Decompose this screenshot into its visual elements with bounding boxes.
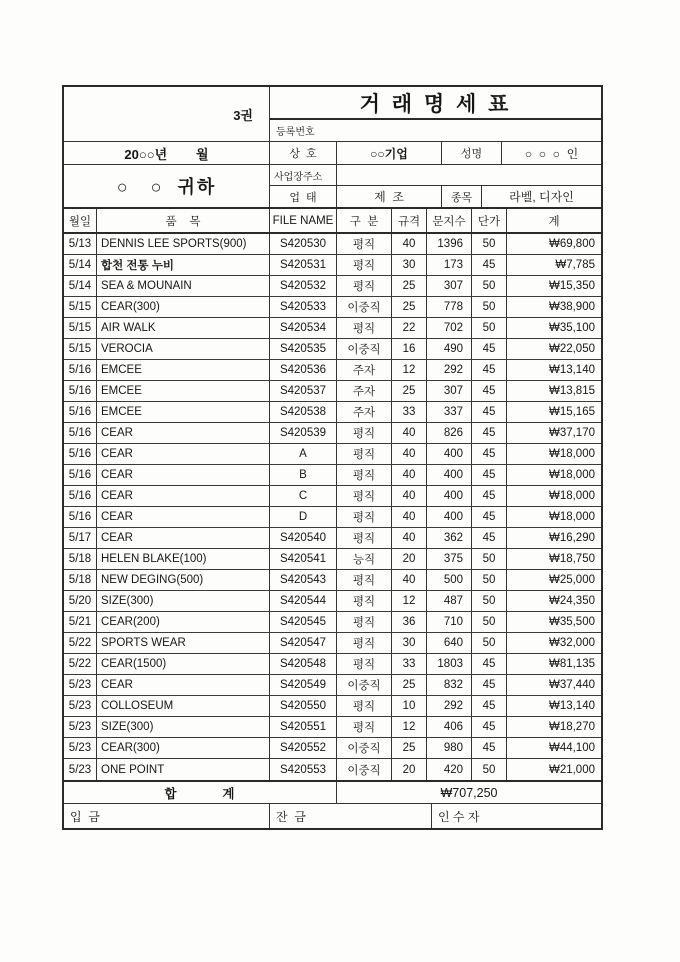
cell-date: 5/18 xyxy=(64,570,97,590)
table-row xyxy=(64,717,601,738)
cell-amount: ₩18,270 xyxy=(548,721,595,733)
cell-weave-type: 평직 xyxy=(337,444,392,464)
table-row xyxy=(64,528,601,549)
cell-unit-price: 50 xyxy=(472,612,507,632)
cell-weave-type: 평직 xyxy=(337,507,392,527)
cell-weave-type: 평직 xyxy=(337,612,392,632)
cell-item: CEAR(300) xyxy=(97,297,270,317)
cell-amount: ₩7,785 xyxy=(555,259,595,271)
cell-file-name: S420537 xyxy=(270,381,337,401)
table-row xyxy=(64,738,601,759)
cell-count: 1803 xyxy=(427,654,472,674)
cell-item: CEAR xyxy=(97,507,270,527)
cell-item: SIZE(300) xyxy=(97,591,270,611)
cell-weave-type: 평직 xyxy=(337,255,392,275)
cell-item: CEAR xyxy=(97,486,270,506)
cell-unit-price: 45 xyxy=(472,738,507,758)
cell-weave-type: 이중직 xyxy=(337,738,392,758)
address-value xyxy=(337,165,601,185)
cell-file-name: C xyxy=(270,486,337,506)
cell-unit-price: 45 xyxy=(472,339,507,359)
cell-amount: ₩15,165 xyxy=(548,406,595,418)
cell-file-name: S420548 xyxy=(270,654,337,674)
cell-weave-type: 평직 xyxy=(337,465,392,485)
cell-date: 5/14 xyxy=(64,276,97,296)
cell-file-name: S420552 xyxy=(270,738,337,758)
cell-item: SIZE(300) xyxy=(97,717,270,737)
cell-unit-price: 50 xyxy=(472,759,507,780)
registration-number-label: 등록번호 xyxy=(276,127,315,138)
business-type-row xyxy=(270,186,601,207)
cell-count: 826 xyxy=(427,423,472,443)
cell-file-name: S420535 xyxy=(270,339,337,359)
cell-spec: 40 xyxy=(392,423,427,443)
table-body xyxy=(64,234,601,780)
cell-unit-price: 45 xyxy=(472,360,507,380)
cell-file-name: S420539 xyxy=(270,423,337,443)
cell-unit-price: 45 xyxy=(472,654,507,674)
table-row xyxy=(64,255,601,276)
cell-item: EMCEE xyxy=(97,360,270,380)
cell-date: 5/15 xyxy=(64,297,97,317)
cell-unit-price: 50 xyxy=(472,297,507,317)
cell-amount: ₩18,000 xyxy=(548,490,595,502)
cell-file-name: S420547 xyxy=(270,633,337,653)
table-row xyxy=(64,465,601,486)
cell-count: 406 xyxy=(427,717,472,737)
cell-count: 487 xyxy=(427,591,472,611)
cell-file-name: S420533 xyxy=(270,297,337,317)
table-row xyxy=(64,234,601,255)
cell-date: 5/16 xyxy=(64,507,97,527)
table-row xyxy=(64,360,601,381)
cell-item: CEAR(300) xyxy=(97,738,270,758)
column-header-amount: 계 xyxy=(548,215,560,228)
cell-unit-price: 45 xyxy=(472,444,507,464)
cell-weave-type: 평직 xyxy=(337,570,392,590)
cell-count: 490 xyxy=(427,339,472,359)
table-row xyxy=(64,339,601,360)
cell-unit-price: 50 xyxy=(472,591,507,611)
cell-count: 307 xyxy=(427,276,472,296)
cell-amount: ₩16,290 xyxy=(548,532,595,544)
cell-date: 5/23 xyxy=(64,717,97,737)
cell-amount: ₩13,815 xyxy=(548,385,595,397)
cell-weave-type: 이중직 xyxy=(337,339,392,359)
cell-spec: 25 xyxy=(392,675,427,695)
cell-amount: ₩32,000 xyxy=(548,637,595,649)
company-row xyxy=(270,142,601,165)
cell-date: 5/16 xyxy=(64,444,97,464)
cell-date: 5/22 xyxy=(64,633,97,653)
cell-count: 500 xyxy=(427,570,472,590)
table-row xyxy=(64,381,601,402)
category-label: 종목 xyxy=(442,186,482,207)
cell-spec: 30 xyxy=(392,255,427,275)
total-label: 합 계 xyxy=(64,782,337,803)
cell-amount: ₩24,350 xyxy=(548,595,595,607)
cell-spec: 12 xyxy=(392,591,427,611)
cell-weave-type: 평직 xyxy=(337,591,392,611)
cell-amount: ₩18,000 xyxy=(548,469,595,481)
cell-spec: 40 xyxy=(392,234,427,254)
cell-amount: ₩21,000 xyxy=(548,763,595,776)
cell-unit-price: 45 xyxy=(472,675,507,695)
cell-count: 702 xyxy=(427,318,472,338)
cell-item: CEAR xyxy=(97,528,270,548)
cell-unit-price: 50 xyxy=(472,276,507,296)
cell-weave-type: 평직 xyxy=(337,234,392,254)
cell-amount: ₩22,050 xyxy=(548,343,595,355)
cell-spec: 40 xyxy=(392,486,427,506)
cell-weave-type: 평직 xyxy=(337,654,392,674)
total-row xyxy=(64,780,601,804)
cell-unit-price: 45 xyxy=(472,402,507,422)
cell-amount: ₩18,000 xyxy=(548,511,595,523)
receiver-label: 인 수 자 xyxy=(438,809,480,824)
cell-item: 합천 전통 누비 xyxy=(97,255,270,275)
cell-amount: ₩44,100 xyxy=(548,742,595,754)
ceo-name-value: ○ ○ ○ 인 xyxy=(524,146,579,161)
cell-date: 5/16 xyxy=(64,486,97,506)
recipient-field: ○ ○ 귀하 xyxy=(116,177,217,197)
cell-unit-price: 45 xyxy=(472,465,507,485)
cell-item: CEAR xyxy=(97,444,270,464)
cell-file-name: D xyxy=(270,507,337,527)
cell-count: 710 xyxy=(427,612,472,632)
cell-unit-price: 50 xyxy=(472,234,507,254)
cell-file-name: S420538 xyxy=(270,402,337,422)
cell-count: 640 xyxy=(427,633,472,653)
cell-date: 5/22 xyxy=(64,654,97,674)
business-type-label: 업 태 xyxy=(270,186,337,207)
cell-spec: 36 xyxy=(392,612,427,632)
cell-weave-type: 주자 xyxy=(337,360,392,380)
table-row xyxy=(64,549,601,570)
cell-spec: 40 xyxy=(392,528,427,548)
cell-weave-type: 평직 xyxy=(337,423,392,443)
deposit-label: 입 금 xyxy=(64,804,270,828)
cell-file-name: S420530 xyxy=(270,234,337,254)
cell-weave-type: 주자 xyxy=(337,381,392,401)
cell-item: AIR WALK xyxy=(97,318,270,338)
column-header-date: 월일 xyxy=(64,209,97,232)
cell-item: DENNIS LEE SPORTS(900) xyxy=(97,234,270,254)
cell-spec: 25 xyxy=(392,276,427,296)
cell-unit-price: 45 xyxy=(472,381,507,401)
cell-item: CEAR xyxy=(97,675,270,695)
table-row xyxy=(64,696,601,717)
cell-date: 5/18 xyxy=(64,549,97,569)
table-row xyxy=(64,654,601,675)
address-row xyxy=(270,165,601,186)
column-header-spec: 규격 xyxy=(392,209,427,232)
cell-weave-type: 평직 xyxy=(337,633,392,653)
column-header-weave-type: 구 분 xyxy=(337,209,392,232)
table-row xyxy=(64,318,601,339)
cell-count: 292 xyxy=(427,360,472,380)
cell-spec: 25 xyxy=(392,381,427,401)
cell-count: 292 xyxy=(427,696,472,716)
cell-unit-price: 50 xyxy=(472,633,507,653)
cell-amount: ₩69,800 xyxy=(548,238,595,250)
cell-unit-price: 50 xyxy=(472,549,507,569)
cell-spec: 40 xyxy=(392,570,427,590)
table-header-row xyxy=(64,209,601,234)
cell-date: 5/15 xyxy=(64,318,97,338)
cell-file-name: S420534 xyxy=(270,318,337,338)
cell-amount: ₩25,000 xyxy=(548,574,595,586)
cell-item: CEAR xyxy=(97,423,270,443)
date-field: 20○○년 월 xyxy=(64,142,269,165)
cell-unit-price: 45 xyxy=(472,507,507,527)
form-header xyxy=(64,87,601,209)
cell-file-name: S420532 xyxy=(270,276,337,296)
cell-weave-type: 주자 xyxy=(337,402,392,422)
cell-spec: 12 xyxy=(392,360,427,380)
cell-spec: 40 xyxy=(392,507,427,527)
cell-count: 400 xyxy=(427,465,472,485)
title-row xyxy=(270,87,601,120)
cell-item: NEW DEGING(500) xyxy=(97,570,270,590)
cell-amount: ₩35,500 xyxy=(548,616,595,628)
cell-item: EMCEE xyxy=(97,381,270,401)
cell-count: 832 xyxy=(427,675,472,695)
cell-item: HELEN BLAKE(100) xyxy=(97,549,270,569)
address-label: 사업장주소 xyxy=(270,165,337,185)
cell-weave-type: 평직 xyxy=(337,696,392,716)
cell-item: EMCEE xyxy=(97,402,270,422)
company-value: ○○기업 xyxy=(337,142,442,164)
cell-date: 5/16 xyxy=(64,465,97,485)
cell-weave-type: 이중직 xyxy=(337,759,392,780)
cell-item: CEAR(1500) xyxy=(97,654,270,674)
cell-item: CEAR xyxy=(97,465,270,485)
cell-weave-type: 평직 xyxy=(337,276,392,296)
cell-file-name: S420540 xyxy=(270,528,337,548)
cell-spec: 33 xyxy=(392,402,427,422)
table-row xyxy=(64,276,601,297)
header-right-block xyxy=(270,87,601,207)
cell-date: 5/23 xyxy=(64,759,97,780)
cell-weave-type: 평직 xyxy=(337,318,392,338)
cell-count: 1396 xyxy=(427,234,472,254)
balance-label: 잔 금 xyxy=(270,804,432,828)
cell-file-name: S420549 xyxy=(270,675,337,695)
header-left-block xyxy=(64,87,270,207)
cell-date: 5/15 xyxy=(64,339,97,359)
cell-count: 778 xyxy=(427,297,472,317)
cell-weave-type: 평직 xyxy=(337,717,392,737)
cell-date: 5/23 xyxy=(64,696,97,716)
column-header-file-name: FILE NAME xyxy=(270,209,337,232)
table-row xyxy=(64,402,601,423)
cell-amount: ₩38,900 xyxy=(548,301,595,313)
cell-spec: 33 xyxy=(392,654,427,674)
cell-item: ONE POINT xyxy=(97,759,270,780)
cell-file-name: A xyxy=(270,444,337,464)
cell-file-name: S420545 xyxy=(270,612,337,632)
cell-count: 375 xyxy=(427,549,472,569)
cell-unit-price: 45 xyxy=(472,696,507,716)
cell-date: 5/20 xyxy=(64,591,97,611)
cell-item: COLLOSEUM xyxy=(97,696,270,716)
cell-amount: ₩35,100 xyxy=(548,322,595,334)
cell-file-name: S420553 xyxy=(270,759,337,780)
table-row xyxy=(64,633,601,654)
category-value: 라벨, 디자인 xyxy=(509,190,574,204)
cell-spec: 25 xyxy=(392,297,427,317)
cell-unit-price: 45 xyxy=(472,486,507,506)
cell-amount: ₩37,170 xyxy=(548,427,595,439)
total-value: ₩707,250 xyxy=(440,785,498,800)
cell-unit-price: 45 xyxy=(472,528,507,548)
cell-date: 5/16 xyxy=(64,381,97,401)
cell-spec: 12 xyxy=(392,717,427,737)
cell-spec: 10 xyxy=(392,696,427,716)
registration-number-row xyxy=(270,120,601,142)
cell-date: 5/13 xyxy=(64,234,97,254)
cell-item: CEAR(200) xyxy=(97,612,270,632)
cell-spec: 40 xyxy=(392,465,427,485)
column-header-item: 품 목 xyxy=(97,209,270,232)
cell-date: 5/23 xyxy=(64,738,97,758)
cell-unit-price: 45 xyxy=(472,255,507,275)
cell-count: 400 xyxy=(427,486,472,506)
cell-unit-price: 45 xyxy=(472,717,507,737)
table-row xyxy=(64,759,601,780)
ceo-name-label: 성명 xyxy=(442,142,502,164)
cell-weave-type: 평직 xyxy=(337,528,392,548)
cell-count: 173 xyxy=(427,255,472,275)
cell-amount: ₩13,140 xyxy=(548,364,595,376)
table-row xyxy=(64,297,601,318)
cell-amount: ₩81,135 xyxy=(548,658,595,670)
cell-spec: 40 xyxy=(392,444,427,464)
cell-count: 400 xyxy=(427,507,472,527)
cell-file-name: S420531 xyxy=(270,255,337,275)
cell-spec: 22 xyxy=(392,318,427,338)
cell-item: SPORTS WEAR xyxy=(97,633,270,653)
company-label: 상 호 xyxy=(270,142,337,164)
cell-file-name: S420551 xyxy=(270,717,337,737)
cell-date: 5/16 xyxy=(64,360,97,380)
cell-date: 5/16 xyxy=(64,423,97,443)
cell-date: 5/16 xyxy=(64,402,97,422)
cell-unit-price: 50 xyxy=(472,318,507,338)
cell-amount: ₩18,750 xyxy=(548,553,595,565)
table-row xyxy=(64,444,601,465)
cell-count: 420 xyxy=(427,759,472,780)
cell-spec: 25 xyxy=(392,738,427,758)
table-row xyxy=(64,570,601,591)
cell-spec: 20 xyxy=(392,549,427,569)
cell-file-name: S420541 xyxy=(270,549,337,569)
cell-date: 5/14 xyxy=(64,255,97,275)
cell-date: 5/21 xyxy=(64,612,97,632)
cell-item: VEROCIA xyxy=(97,339,270,359)
volume-label: 3권 xyxy=(64,87,269,142)
cell-file-name: B xyxy=(270,465,337,485)
column-header-unit-price: 단가 xyxy=(472,209,507,232)
cell-spec: 16 xyxy=(392,339,427,359)
column-header-count: 문지수 xyxy=(427,209,472,232)
cell-spec: 20 xyxy=(392,759,427,780)
cell-count: 400 xyxy=(427,444,472,464)
cell-file-name: S420550 xyxy=(270,696,337,716)
cell-count: 980 xyxy=(427,738,472,758)
business-type-value: 제 조 xyxy=(337,186,442,207)
cell-unit-price: 45 xyxy=(472,423,507,443)
table-row xyxy=(64,486,601,507)
cell-item: SEA & MOUNAIN xyxy=(97,276,270,296)
cell-weave-type: 평직 xyxy=(337,486,392,506)
cell-unit-price: 50 xyxy=(472,570,507,590)
cell-weave-type: 이중직 xyxy=(337,675,392,695)
cell-count: 337 xyxy=(427,402,472,422)
cell-date: 5/17 xyxy=(64,528,97,548)
cell-weave-type: 능직 xyxy=(337,549,392,569)
cell-amount: ₩37,440 xyxy=(548,679,595,691)
cell-amount: ₩13,140 xyxy=(548,700,595,712)
table-row xyxy=(64,612,601,633)
cell-count: 307 xyxy=(427,381,472,401)
cell-weave-type: 이중직 xyxy=(337,297,392,317)
cell-file-name: S420536 xyxy=(270,360,337,380)
transaction-statement-form xyxy=(62,85,603,830)
table-row xyxy=(64,423,601,444)
cell-amount: ₩18,000 xyxy=(548,448,595,460)
cell-file-name: S420544 xyxy=(270,591,337,611)
cell-file-name: S420543 xyxy=(270,570,337,590)
document-title: 거 래 명 세 표 xyxy=(359,92,512,116)
table-row xyxy=(64,507,601,528)
cell-count: 362 xyxy=(427,528,472,548)
cell-spec: 30 xyxy=(392,633,427,653)
cell-date: 5/23 xyxy=(64,675,97,695)
table-row xyxy=(64,591,601,612)
cell-amount: ₩15,350 xyxy=(548,280,595,292)
table-row xyxy=(64,675,601,696)
form-footer xyxy=(64,804,601,828)
